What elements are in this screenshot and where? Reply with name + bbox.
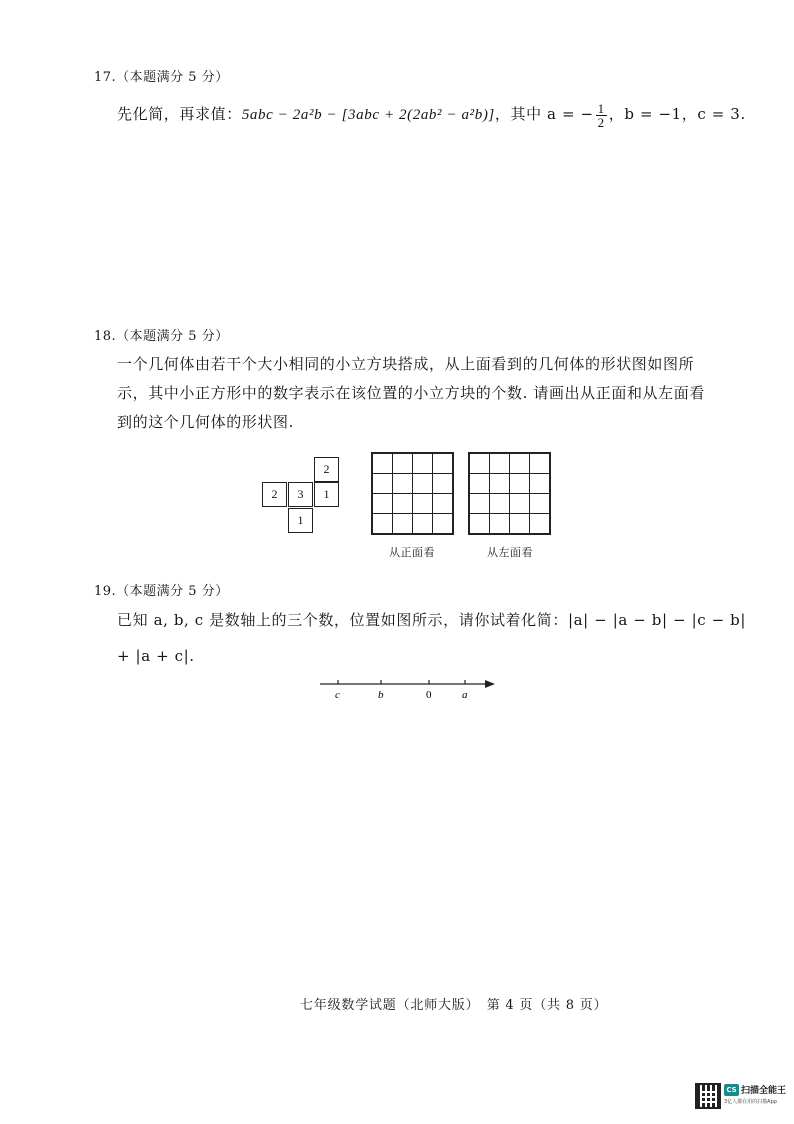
q19-header: 19.（本题满分 5 分）: [94, 584, 229, 599]
q18-statement: [117, 350, 717, 437]
q18-line-2: 示，其中小正方形中的数字表示在该位置的小立方块的个数. 请画出从正面和从左面看: [117, 384, 705, 402]
cube-cell: 2: [314, 457, 339, 482]
q17-header: 17.（本题满分 5 分）: [94, 70, 229, 85]
axis-label-c: c: [335, 689, 340, 701]
left-view-grid[interactable]: [468, 452, 551, 535]
q18-line-1: 一个几何体由若干个大小相同的小立方块搭成，从上面看到的几何体的形状图如图所: [117, 355, 695, 373]
q17-fraction: [596, 102, 607, 129]
camscanner-badge: CS: [724, 1084, 739, 1096]
q18-line-3: 到的这个几何体的形状图.: [117, 413, 294, 431]
left-view-caption: 从左面看: [487, 546, 533, 559]
qr-code-icon: [695, 1083, 721, 1109]
q17-rest: ，b = −1，c = 3.: [608, 105, 746, 123]
front-view-grid[interactable]: [371, 452, 454, 535]
q17-frac-num: 1: [597, 100, 605, 116]
watermark-tagline: 3亿人都在用的扫描App: [724, 1099, 777, 1105]
cube-cell: 3: [288, 482, 313, 507]
axis-label-zero: 0: [426, 689, 432, 701]
q17-frac-den: 2: [597, 114, 605, 130]
cube-cell: 1: [288, 508, 313, 533]
q19-line-1: 已知 a, b, c 是数轴上的三个数，位置如图所示，请你试着化简：|a| − |a − b| − |c − b|: [117, 611, 746, 629]
q17-where: ，其中 a = −: [494, 105, 594, 123]
cube-cell: 2: [262, 482, 287, 507]
q17-prefix: 先化简，再求值：: [117, 105, 242, 123]
arrow-icon: [485, 680, 495, 688]
front-view-caption: 从正面看: [389, 546, 435, 559]
q17-expression: 5abc − 2a²b − [3abc + 2(2ab² − a²b)]: [241, 107, 495, 123]
axis-label-a: a: [462, 689, 468, 701]
q17-statement: [117, 100, 746, 130]
page-footer: 七年级数学试题（北师大版） 第 4 页（共 8 页）: [300, 998, 608, 1013]
q19-line-2: + |a + c|.: [117, 647, 195, 665]
axis-label-b: b: [378, 689, 384, 701]
cube-cell: 1: [314, 482, 339, 507]
number-line: [315, 674, 500, 704]
watermark-brand: 扫描全能王: [741, 1086, 787, 1096]
q18-header: 18.（本题满分 5 分）: [94, 329, 229, 344]
